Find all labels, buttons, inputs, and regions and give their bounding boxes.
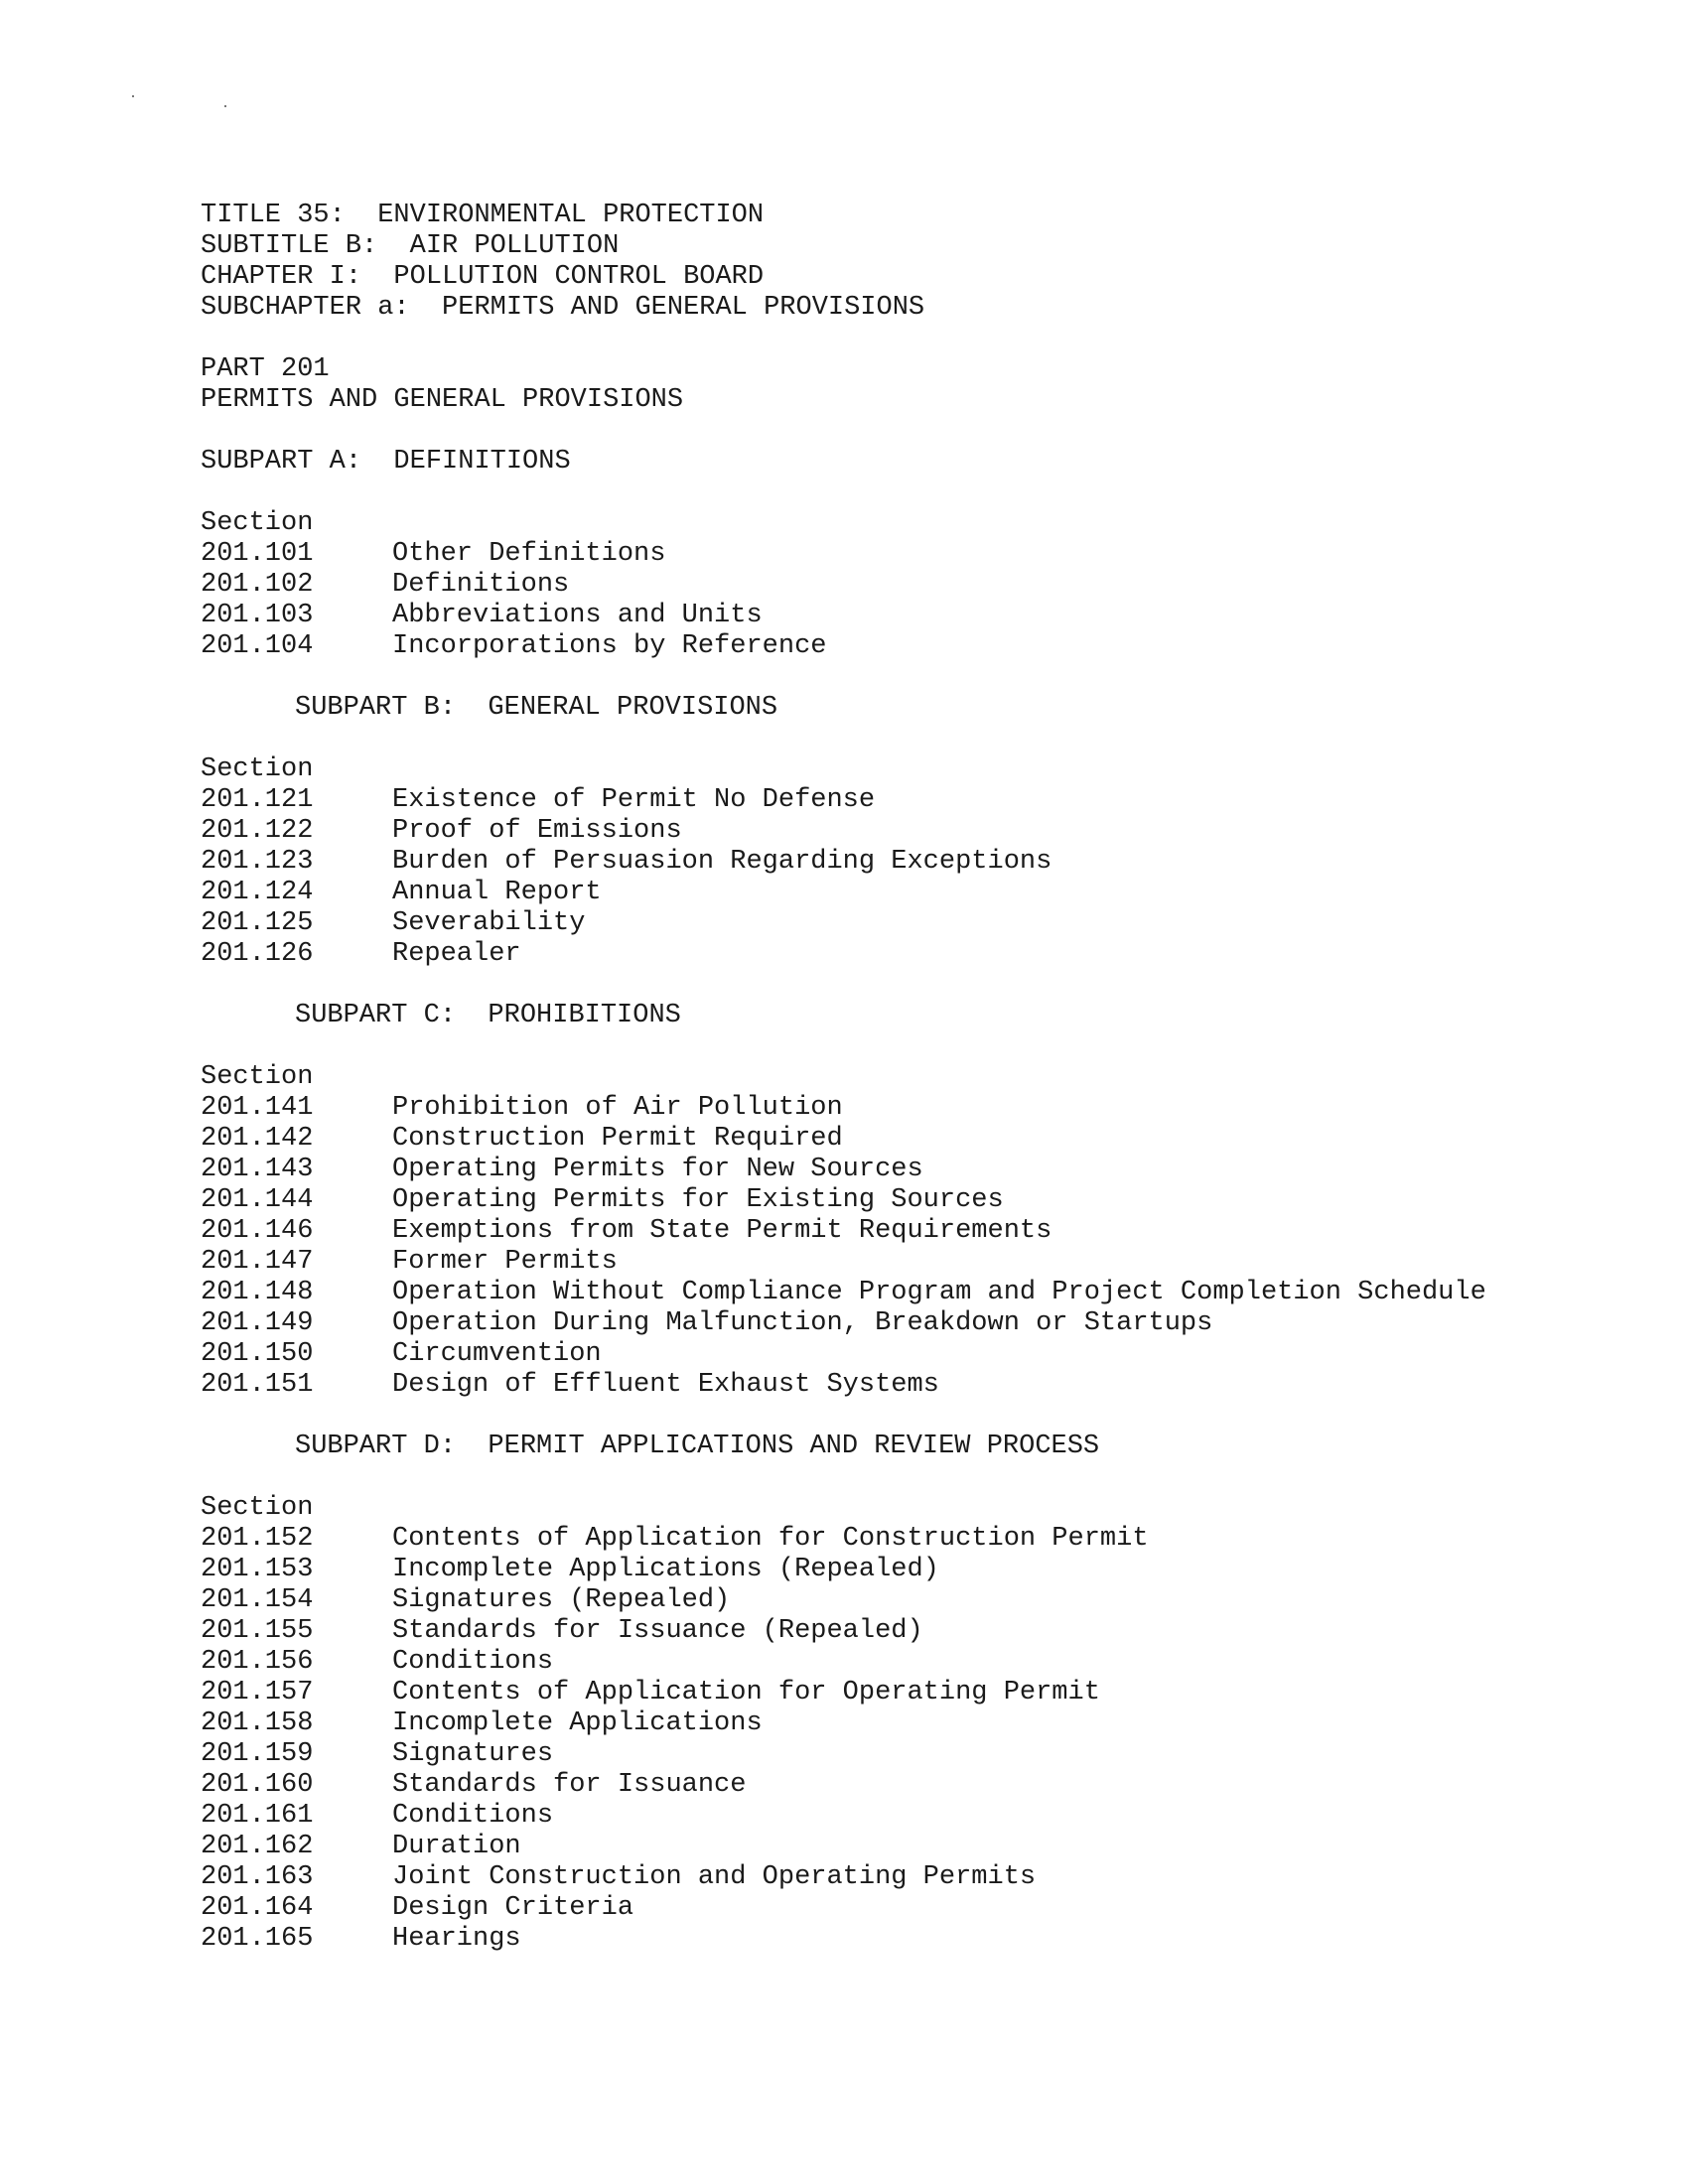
section-number: 201.122 bbox=[201, 816, 314, 846]
toc-entry bbox=[201, 939, 1591, 970]
section-title: Abbreviations and Units bbox=[392, 601, 763, 630]
section-title: Exemptions from State Permit Requirements bbox=[392, 1216, 1052, 1246]
subpart-heading: SUBPART D: PERMIT APPLICATIONS AND REVIEW PROCESS bbox=[295, 1432, 1100, 1461]
section-number: 201.162 bbox=[201, 1832, 314, 1861]
section-number: 201.142 bbox=[201, 1124, 314, 1154]
toc-entry bbox=[201, 847, 1591, 878]
part-name: PERMITS AND GENERAL PROVISIONS bbox=[201, 385, 684, 415]
section-number: 201.146 bbox=[201, 1216, 314, 1246]
toc-entry bbox=[201, 1216, 1591, 1247]
title-line: TITLE 35: ENVIRONMENTAL PROTECTION bbox=[201, 201, 765, 230]
section-title: Annual Report bbox=[392, 878, 602, 907]
toc-entry bbox=[201, 1801, 1591, 1832]
toc-entry bbox=[201, 785, 1591, 816]
part-number: PART 201 bbox=[201, 354, 330, 384]
section-label: Section bbox=[201, 508, 314, 538]
section-title: Contents of Application for Construction Permit bbox=[392, 1524, 1149, 1554]
section-number: 201.144 bbox=[201, 1185, 314, 1215]
toc-entry bbox=[201, 1832, 1591, 1862]
section-title: Other Definitions bbox=[392, 539, 666, 569]
section-title: Design Criteria bbox=[392, 1893, 634, 1923]
section-title: Signatures bbox=[392, 1739, 554, 1769]
section-number: 201.103 bbox=[201, 601, 314, 630]
toc-entry bbox=[201, 1770, 1591, 1801]
section-number: 201.143 bbox=[201, 1155, 314, 1184]
section-number: 201.158 bbox=[201, 1708, 314, 1738]
section-number: 201.104 bbox=[201, 631, 314, 661]
section-title: Proof of Emissions bbox=[392, 816, 682, 846]
subpart-heading: SUBPART A: DEFINITIONS bbox=[201, 447, 571, 477]
toc-entry bbox=[201, 1124, 1591, 1155]
toc-entry bbox=[201, 1093, 1591, 1124]
toc-entry bbox=[201, 631, 1591, 662]
toc-entry bbox=[201, 1893, 1591, 1924]
section-number: 201.126 bbox=[201, 939, 314, 969]
section-title: Signatures (Repealed) bbox=[392, 1585, 731, 1615]
toc-entry bbox=[201, 1278, 1591, 1308]
section-number: 201.154 bbox=[201, 1585, 314, 1615]
toc-entry bbox=[201, 1155, 1591, 1185]
section-number: 201.153 bbox=[201, 1555, 314, 1584]
toc-entry bbox=[201, 1524, 1591, 1555]
section-title: Operating Permits for Existing Sources bbox=[392, 1185, 1004, 1215]
section-number: 201.124 bbox=[201, 878, 314, 907]
section-number: 201.161 bbox=[201, 1801, 314, 1831]
subpart-b bbox=[201, 693, 1591, 970]
section-number: 201.123 bbox=[201, 847, 314, 877]
toc-entry bbox=[201, 1616, 1591, 1647]
toc-entry bbox=[201, 1339, 1591, 1370]
section-number: 201.157 bbox=[201, 1678, 314, 1707]
subpart-c bbox=[201, 1001, 1591, 1401]
toc-entry bbox=[201, 539, 1591, 570]
subpart-d bbox=[201, 1432, 1591, 1955]
section-title: Conditions bbox=[392, 1647, 554, 1677]
section-title: Duration bbox=[392, 1832, 521, 1861]
section-title: Operation Without Compliance Program and Project Completion Schedule bbox=[392, 1278, 1486, 1307]
section-title: Design of Effluent Exhaust Systems bbox=[392, 1370, 939, 1400]
toc-entry bbox=[201, 601, 1591, 631]
section-number: 201.165 bbox=[201, 1924, 314, 1954]
section-label: Section bbox=[201, 1062, 314, 1092]
section-title: Hearings bbox=[392, 1924, 521, 1954]
section-title: Incomplete Applications bbox=[392, 1708, 763, 1738]
section-title: Definitions bbox=[392, 570, 570, 600]
section-number: 201.159 bbox=[201, 1739, 314, 1769]
section-title: Severability bbox=[392, 908, 586, 938]
toc-entry bbox=[201, 1862, 1591, 1893]
section-title: Conditions bbox=[392, 1801, 554, 1831]
toc-entry bbox=[201, 1678, 1591, 1708]
section-title: Former Permits bbox=[392, 1247, 618, 1277]
toc-entry bbox=[201, 1185, 1591, 1216]
part-heading bbox=[201, 354, 1591, 416]
toc-entry bbox=[201, 1739, 1591, 1770]
subchapter-line: SUBCHAPTER a: PERMITS AND GENERAL PROVISIONS bbox=[201, 293, 925, 323]
section-number: 201.148 bbox=[201, 1278, 314, 1307]
section-number: 201.121 bbox=[201, 785, 314, 815]
section-title: Incomplete Applications (Repealed) bbox=[392, 1555, 939, 1584]
section-title: Contents of Application for Operating Permit bbox=[392, 1678, 1100, 1707]
subpart-heading: SUBPART B: GENERAL PROVISIONS bbox=[295, 693, 778, 723]
section-title: Repealer bbox=[392, 939, 521, 969]
section-number: 201.101 bbox=[201, 539, 314, 569]
scan-speck bbox=[132, 95, 134, 97]
section-number: 201.147 bbox=[201, 1247, 314, 1277]
toc-entry bbox=[201, 816, 1591, 847]
section-title: Construction Permit Required bbox=[392, 1124, 843, 1154]
toc-entry bbox=[201, 1585, 1591, 1616]
section-title: Incorporations by Reference bbox=[392, 631, 827, 661]
section-title: Existence of Permit No Defense bbox=[392, 785, 876, 815]
section-number: 201.102 bbox=[201, 570, 314, 600]
section-number: 201.151 bbox=[201, 1370, 314, 1400]
toc-entry bbox=[201, 908, 1591, 939]
section-number: 201.160 bbox=[201, 1770, 314, 1800]
toc-entry bbox=[201, 1647, 1591, 1678]
subpart-heading: SUBPART C: PROHIBITIONS bbox=[295, 1001, 681, 1030]
toc-entry bbox=[201, 1308, 1591, 1339]
section-number: 201.150 bbox=[201, 1339, 314, 1369]
section-title: Operating Permits for New Sources bbox=[392, 1155, 923, 1184]
section-number: 201.164 bbox=[201, 1893, 314, 1923]
toc-entry bbox=[201, 1555, 1591, 1585]
toc-entry bbox=[201, 1708, 1591, 1739]
section-number: 201.141 bbox=[201, 1093, 314, 1123]
section-title: Circumvention bbox=[392, 1339, 602, 1369]
toc-entry bbox=[201, 878, 1591, 908]
section-number: 201.156 bbox=[201, 1647, 314, 1677]
section-label: Section bbox=[201, 1493, 314, 1523]
toc-entry bbox=[201, 570, 1591, 601]
section-number: 201.125 bbox=[201, 908, 314, 938]
section-number: 201.152 bbox=[201, 1524, 314, 1554]
section-title: Operation During Malfunction, Breakdown or Startups bbox=[392, 1308, 1213, 1338]
toc-entry bbox=[201, 1370, 1591, 1401]
subpart-a bbox=[201, 447, 1591, 662]
document-page bbox=[201, 201, 1591, 1955]
toc-entry bbox=[201, 1924, 1591, 1955]
section-title: Burden of Persuasion Regarding Exceptions bbox=[392, 847, 1052, 877]
toc-entry bbox=[201, 1247, 1591, 1278]
section-title: Prohibition of Air Pollution bbox=[392, 1093, 843, 1123]
section-number: 201.149 bbox=[201, 1308, 314, 1338]
scan-speck bbox=[224, 105, 226, 107]
subtitle-line: SUBTITLE B: AIR POLLUTION bbox=[201, 231, 620, 261]
section-title: Standards for Issuance (Repealed) bbox=[392, 1616, 923, 1646]
section-number: 201.163 bbox=[201, 1862, 314, 1892]
chapter-line: CHAPTER I: POLLUTION CONTROL BOARD bbox=[201, 262, 765, 292]
section-title: Standards for Issuance bbox=[392, 1770, 747, 1800]
section-number: 201.155 bbox=[201, 1616, 314, 1646]
section-label: Section bbox=[201, 754, 314, 784]
section-title: Joint Construction and Operating Permits bbox=[392, 1862, 1037, 1892]
document-header bbox=[201, 201, 1591, 324]
